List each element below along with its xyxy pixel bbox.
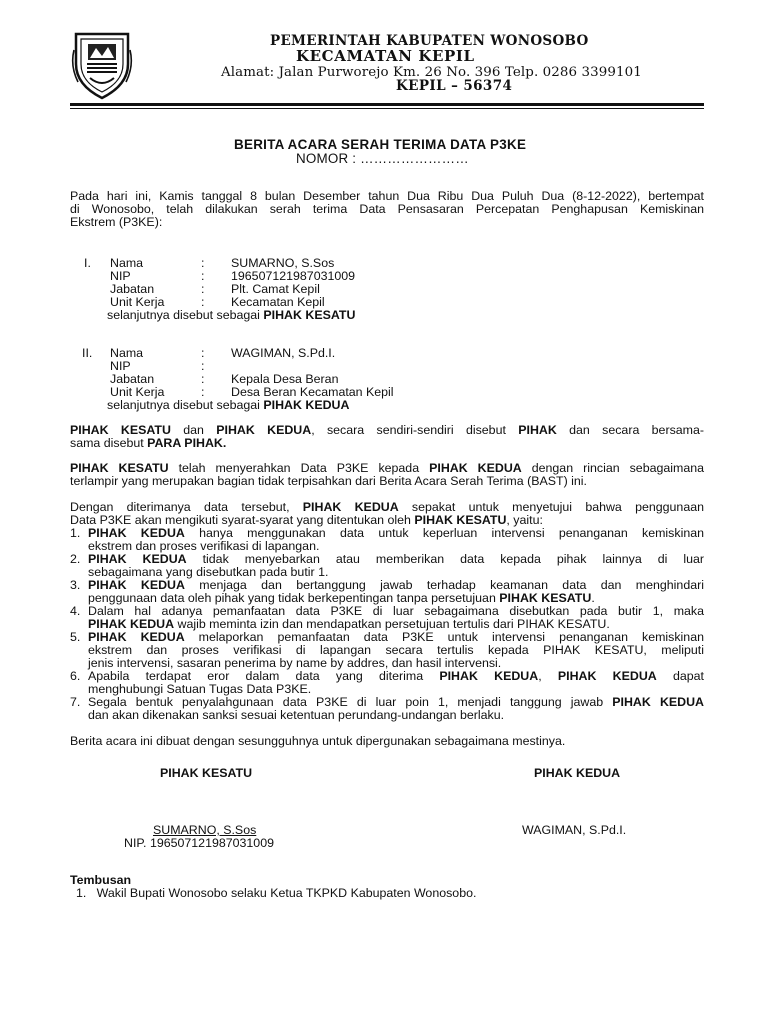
party2-sep: :: [201, 346, 205, 360]
terms-intro-line-2: Data P3KE akan mengikuti syarat-syarat yang ditentukan oleh PIHAK KESATU, yaitu:: [70, 513, 543, 527]
party1-value-jabatan: Plt. Camat Kepil: [231, 282, 320, 296]
header-address: Alamat: Jalan Purworejo Km. 26 No. 396 Telp. 0286 3399101: [221, 65, 642, 80]
term-5-line-2: ekstrem dan proses verifikasi di lapangan secara tertulis kepada PIHAK KESATU, meliputi: [88, 643, 704, 657]
tembusan-heading: Tembusan: [70, 873, 132, 887]
terms-intro-line-1: Dengan diterimanya data tersebut, PIHAK KEDUA sepakat untuk menyetujui bahwa penggunaan: [70, 500, 704, 514]
party2-sep: :: [201, 385, 205, 399]
party1-value-nama: SUMARNO, S.Sos: [231, 256, 335, 270]
signature-right-title: PIHAK KEDUA: [534, 766, 621, 780]
party2-value-unit: Desa Beran Kecamatan Kepil: [231, 385, 394, 399]
party1-label-nama: Nama: [110, 256, 144, 270]
header-government: PEMERINTAH KABUPATEN WONOSOBO: [270, 33, 589, 49]
party1-value-nip: 196507121987031009: [231, 269, 356, 283]
term-6-line-1: Apabila terdapat eror dalam data yang diterima PIHAK KEDUA, PIHAK KEDUA dapat: [88, 669, 704, 683]
term-2-line-1: PIHAK KEDUA tidak menyebarkan atau memberikan data kepada pihak lainnya di luar: [88, 552, 704, 566]
party1-designation: selanjutnya disebut sebagai PIHAK KESATU: [107, 308, 356, 322]
document-title: BERITA ACARA SERAH TERIMA DATA P3KE: [234, 137, 527, 152]
intro-line-2: di Wonosobo, telah dilakukan serah terima Data Pensasaran Percepatan Penghapusan Kemiskinan: [70, 202, 704, 216]
term-4-line-2: PIHAK KEDUA wajib meminta izin dan mendapatkan persetujuan tertulis dari PIHAK KESATU.: [88, 617, 610, 631]
party1-sep: :: [201, 256, 205, 270]
party2-numeral: II.: [82, 346, 93, 360]
term-1-line-2: ekstrem dan proses verifikasi di lapangan.: [88, 539, 320, 553]
signature-left-title: PIHAK KESATU: [160, 766, 253, 780]
document-number: NOMOR : ……………………: [296, 151, 469, 166]
party2-sep: :: [201, 359, 205, 373]
term-7-line-1: Segala bentuk penyalahgunaan data P3KE di luar poin 1, menjadi tanggung jawab PIHAK KEDUA: [88, 695, 705, 709]
tembusan-item: 1. Wakil Bupati Wonosobo selaku Ketua TKPKD Kabupaten Wonosobo.: [76, 886, 477, 900]
term-1-line-1: PIHAK KEDUA hanya menggunakan data untuk keperluan intervensi penanganan kemiskinan: [88, 526, 704, 540]
party1-sep: :: [201, 269, 205, 283]
signature-left-name: SUMARNO, S.Sos: [153, 823, 257, 837]
header-rule-thick: [70, 103, 704, 106]
party1-sep: :: [201, 282, 205, 296]
term-6-line-2: menghubungi Satuan Tugas Data P3KE.: [88, 682, 312, 696]
term-2-line-2: sebagaimana yang disebutkan pada butir 1.: [88, 565, 329, 579]
party2-designation: selanjutnya disebut sebagai PIHAK KEDUA: [107, 398, 350, 412]
term-number: 1.: [70, 526, 81, 540]
term-number: 2.: [70, 552, 81, 566]
party1-numeral: I.: [84, 256, 91, 270]
term-3-line-1: PIHAK KEDUA menjaga dan bertanggung jawab terhadap keamanan data dan menghindari: [88, 578, 704, 592]
party2-sep: :: [201, 372, 205, 386]
header-postal: KEPIL – 56374: [396, 78, 513, 94]
party2-label-unit: Unit Kerja: [110, 385, 165, 399]
term-number: 6.: [70, 669, 81, 683]
coat-of-arms-icon: [70, 30, 134, 100]
intro-line-1: Pada hari ini, Kamis tanggal 8 bulan Desember tahun Dua Ribu Dua Puluh Dua (8-12-2022), bertempat: [70, 189, 704, 203]
party1-label-unit: Unit Kerja: [110, 295, 165, 309]
term-7-line-2: dan akan dikenakan sanksi sesuai ketentuan perundang-undangan berlaku.: [88, 708, 505, 722]
term-3-line-2: penggunaan data oleh pihak yang tidak berkepentingan tanpa persetujuan PIHAK KESATU.: [88, 591, 595, 605]
party2-value-nama: WAGIMAN, S.Pd.I.: [231, 346, 336, 360]
handover-paragraph-line-2: terlampir yang merupakan bagian tidak terpisahkan dari Berita Acara Serah Terima (BAST) ini.: [70, 474, 587, 488]
party2-label-nama: Nama: [110, 346, 144, 360]
parties-paragraph-line-1: PIHAK KESATU dan PIHAK KEDUA, secara sendiri-sendiri disebut PIHAK dan secara bersama-: [70, 423, 705, 437]
term-5-line-1: PIHAK KEDUA melaporkan pemanfaatan data P3KE untuk intervensi penanganan kemiskinan: [88, 630, 704, 644]
handover-paragraph-line-1: PIHAK KESATU telah menyerahkan Data P3KE kepada PIHAK KEDUA dengan rincian sebagaimana: [70, 461, 705, 475]
term-4-line-1: Dalam hal adanya pemanfaatan data P3KE di luar sebagaimana disebutkan pada butir 1, maka: [88, 604, 704, 618]
party1-label-nip: NIP: [110, 269, 131, 283]
term-number: 5.: [70, 630, 81, 644]
signature-right-name: WAGIMAN, S.Pd.I.: [522, 823, 627, 837]
party2-label-jabatan: Jabatan: [110, 372, 155, 386]
party1-value-unit: Kecamatan Kepil: [231, 295, 325, 309]
party2-label-nip: NIP: [110, 359, 131, 373]
intro-line-3: Ekstrem (P3KE):: [70, 215, 163, 229]
term-number: 7.: [70, 695, 81, 709]
header-district: KECAMATAN KEPIL: [296, 47, 475, 65]
party2-value-jabatan: Kepala Desa Beran: [231, 372, 339, 386]
header-rule-thin: [70, 108, 704, 109]
term-number: 3.: [70, 578, 81, 592]
term-number: 4.: [70, 604, 81, 618]
party1-label-jabatan: Jabatan: [110, 282, 155, 296]
signature-left-nip: NIP. 196507121987031009: [124, 836, 274, 850]
closing-statement: Berita acara ini dibuat dengan sesungguhnya untuk dipergunakan sebagaimana mestinya.: [70, 734, 566, 748]
party1-sep: :: [201, 295, 205, 309]
term-5-line-3: jenis intervensi, sasaran penerima by name by addres, dan hasil intervensi.: [88, 656, 502, 670]
parties-paragraph-line-2: sama disebut PARA PIHAK.: [70, 436, 227, 450]
